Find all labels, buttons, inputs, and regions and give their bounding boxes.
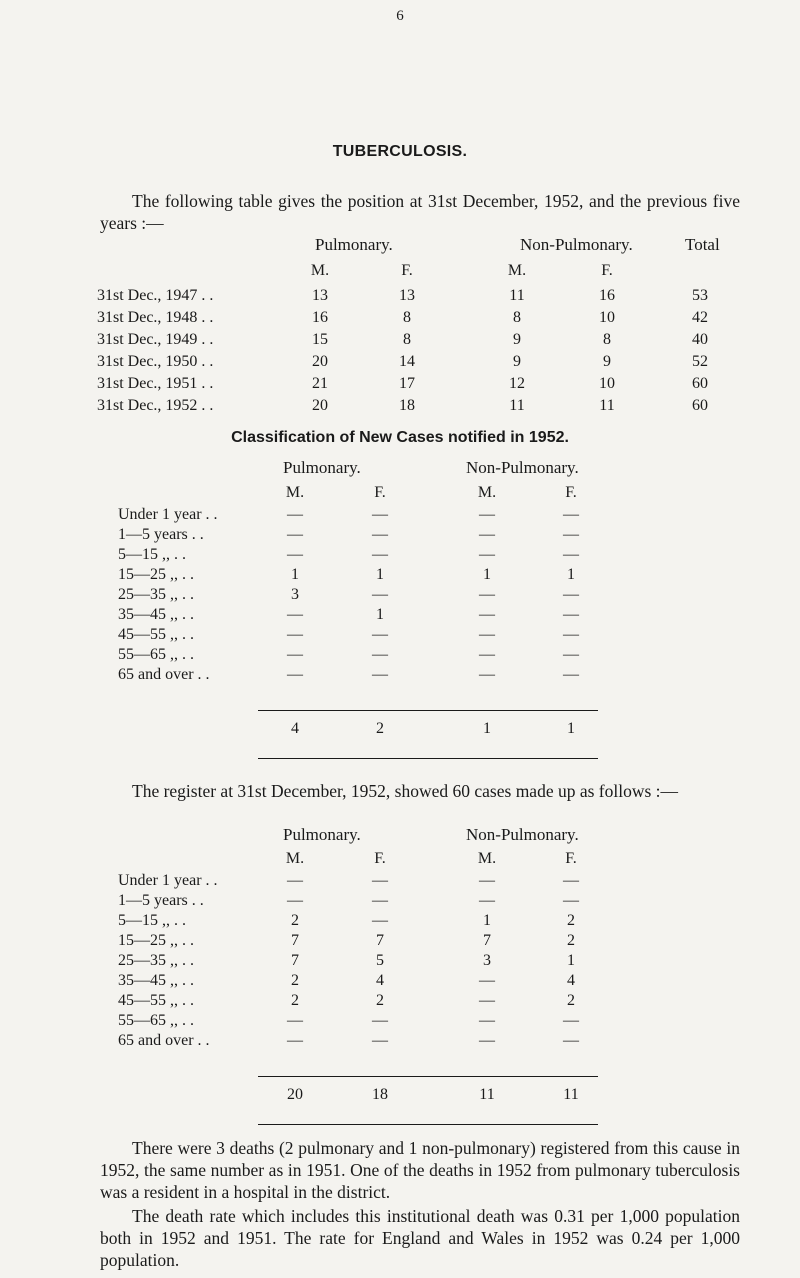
table3-cell-nf: 4 [567,972,575,989]
table3-cell-pm: 2 [291,912,299,929]
page-title: TUBERCULOSIS. [332,143,468,160]
table2-total-pf: 2 [376,720,384,737]
t1-cell-total: 40 [692,331,708,348]
table3-cell-nf: — [563,1032,579,1049]
table3-cell-pm: 7 [291,932,299,949]
t1-cell-pm: 13 [312,287,328,304]
table2-cell-nf: 1 [567,566,575,583]
t1-cell-nm: 9 [513,331,521,348]
t1-cell-nf: 10 [599,309,615,326]
table3-cell-pf: — [372,892,388,909]
t2-nm-header: M. [477,484,497,501]
table3-cell-nm: — [479,1012,495,1029]
t1-nf-header: F. [601,262,613,279]
table2-cell-pm: — [287,526,303,543]
table2-cell-pm: — [287,666,303,683]
table3-total-pf: 18 [372,1086,388,1103]
table2-cell-nm: — [479,546,495,563]
t1-row-label: 31st Dec., 1947 . . [97,287,214,304]
table2-cell-pf: — [372,546,388,563]
t1-cell-pm: 21 [312,375,328,392]
register-intro-paragraph: The register at 31st December, 1952, showed 60 cases made up as follows :— [132,781,679,801]
table2-row-label: 15—25 ,, . . [118,566,194,583]
table2-cell-nm: — [479,506,495,523]
t3-nf-header: F. [565,850,577,867]
table2-cell-nf: — [563,526,579,543]
t1-cell-total: 60 [692,375,708,392]
table3-cell-nf: 2 [567,992,575,1009]
table3-cell-pm: — [287,1012,303,1029]
table2-cell-nm: — [479,666,495,683]
table3-cell-nm: — [479,1032,495,1049]
table2-cell-pm: — [287,506,303,523]
table2-cell-nf: — [563,606,579,623]
table3-cell-nm: 7 [483,932,491,949]
table3-cell-pm: — [287,1032,303,1049]
t1-total-header: Total [685,235,720,254]
death-rate-paragraph: The death rate which includes this institutional death was 0.31 per 1,000 population both in 1952 and 1951. The rate for England and Wales in 1952 was 0.24 per 1,000 population. [100,1206,740,1270]
table2-cell-pf: — [372,506,388,523]
t1-cell-nm: 9 [513,353,521,370]
t1-cell-nf: 16 [599,287,615,304]
table3-row-label: 65 and over . . [118,1032,210,1049]
t1-cell-nf: 9 [603,353,611,370]
table3-row-label: 15—25 ,, . . [118,932,194,949]
table2-row-label: 55—65 ,, . . [118,646,194,663]
table3-cell-nm: — [479,872,495,889]
table2-cell-nm: — [479,646,495,663]
table3-cell-pm: 7 [291,952,299,969]
t1-cell-nm: 8 [513,309,521,326]
t2-rule-top [258,710,598,711]
table3-total-nf: 11 [563,1086,579,1103]
t1-cell-pf: 8 [403,331,411,348]
t3-non-pulmonary-header: Non-Pulmonary. [466,825,579,844]
table2-cell-pf: — [372,646,388,663]
t3-pulmonary-header: Pulmonary. [283,825,361,844]
table3-cell-nf: 2 [567,912,575,929]
t1-cell-nm: 11 [509,287,525,304]
t1-cell-nf: 10 [599,375,615,392]
t1-row-label: 31st Dec., 1950 . . [97,353,214,370]
table3-cell-nf: — [563,872,579,889]
t1-cell-pf: 14 [399,353,415,370]
t2-pulmonary-header: Pulmonary. [283,458,361,477]
table2-total-pm: 4 [291,720,299,737]
t1-non-pulmonary-header: Non-Pulmonary. [520,235,633,254]
table3-total-nm: 11 [479,1086,495,1103]
table3-cell-pf: 2 [376,992,384,1009]
t1-cell-nm: 11 [509,397,525,414]
table2-total-nf: 1 [567,720,575,737]
t1-row-label: 31st Dec., 1952 . . [97,397,214,414]
table2-cell-pf: 1 [376,606,384,623]
t1-cell-pf: 8 [403,309,411,326]
table3-cell-nm: 1 [483,912,491,929]
table3-cell-pm: 2 [291,992,299,1009]
deaths-paragraph: There were 3 deaths (2 pulmonary and 1 non-pulmonary) registered from this cause in 1952, the same number as in 1951. One of the deaths in 1952 from pulmonary tuberculosis was a resident in a hospital in the district. [100,1138,740,1202]
t3-pf-header: F. [374,850,386,867]
t1-cell-nm: 12 [509,375,525,392]
t1-cell-total: 42 [692,309,708,326]
t1-cell-nf: 8 [603,331,611,348]
table2-cell-nm: — [479,606,495,623]
t3-pm-header: M. [285,850,305,867]
table3-row-label: 5—15 ,, . . [118,912,186,929]
table2-row-label: 45—55 ,, . . [118,626,194,643]
table2-row-label: 1—5 years . . [118,526,204,543]
table2-cell-nm: — [479,586,495,603]
table2-cell-nm: — [479,626,495,643]
table2-cell-nm: — [479,526,495,543]
table2-cell-pm: 1 [291,566,299,583]
table3-cell-nm: — [479,972,495,989]
table2-cell-nf: — [563,626,579,643]
table2-cell-pm: — [287,646,303,663]
table2-cell-pf: — [372,586,388,603]
t1-row-label: 31st Dec., 1951 . . [97,375,214,392]
table2-cell-nf: — [563,506,579,523]
table3-cell-nm: 3 [483,952,491,969]
table3-cell-pm: 2 [291,972,299,989]
table3-cell-nm: — [479,892,495,909]
t1-pm-header: M. [310,262,330,279]
intro-paragraph: The following table gives the position at 31st December, 1952, and the previous five years :— [100,191,740,233]
table3-cell-pm: — [287,892,303,909]
t1-row-label: 31st Dec., 1948 . . [97,309,214,326]
table3-cell-nm: — [479,992,495,1009]
table2-cell-nf: — [563,646,579,663]
table3-cell-nf: — [563,1012,579,1029]
t1-cell-pm: 16 [312,309,328,326]
t3-rule-bottom [258,1124,598,1125]
table3-row-label: 35—45 ,, . . [118,972,194,989]
t1-cell-total: 53 [692,287,708,304]
table3-cell-pf: 4 [376,972,384,989]
table2-cell-pf: — [372,626,388,643]
table2-cell-pm: — [287,626,303,643]
table3-row-label: 1—5 years . . [118,892,204,909]
t2-nf-header: F. [565,484,577,501]
t2-rule-bottom [258,758,598,759]
table2-cell-pm: — [287,546,303,563]
t2-pf-header: F. [374,484,386,501]
table2-row-label: 65 and over . . [118,666,210,683]
table3-cell-pf: — [372,1032,388,1049]
table3-row-label: 45—55 ,, . . [118,992,194,1009]
table3-cell-nf: 2 [567,932,575,949]
t1-row-label: 31st Dec., 1949 . . [97,331,214,348]
classification-title: Classification of New Cases notified in 1952. [231,429,569,446]
table2-row-label: 5—15 ,, . . [118,546,186,563]
table2-total-nm: 1 [483,720,491,737]
table3-cell-pf: 5 [376,952,384,969]
page-number: 6 [396,8,404,24]
table3-cell-pf: — [372,1012,388,1029]
table2-row-label: 35—45 ,, . . [118,606,194,623]
t1-cell-pf: 13 [399,287,415,304]
table3-cell-nf: — [563,892,579,909]
table2-cell-nf: — [563,586,579,603]
table2-cell-nf: — [563,546,579,563]
table2-cell-nf: — [563,666,579,683]
table2-cell-pm: — [287,606,303,623]
table3-row-label: Under 1 year . . [118,872,218,889]
t1-pulmonary-header: Pulmonary. [315,235,393,254]
t1-cell-total: 60 [692,397,708,414]
t1-cell-pf: 18 [399,397,415,414]
t1-nm-header: M. [507,262,527,279]
table3-total-pm: 20 [287,1086,303,1103]
table2-cell-nm: 1 [483,566,491,583]
table2-cell-pf: 1 [376,566,384,583]
t3-rule-top [258,1076,598,1077]
t1-cell-pm: 20 [312,397,328,414]
table2-cell-pm: 3 [291,586,299,603]
t2-pm-header: M. [285,484,305,501]
table3-cell-pf: — [372,912,388,929]
table3-cell-pm: — [287,872,303,889]
t3-nm-header: M. [477,850,497,867]
table3-cell-pf: — [372,872,388,889]
table2-row-label: Under 1 year . . [118,506,218,523]
t2-non-pulmonary-header: Non-Pulmonary. [466,458,579,477]
t1-pf-header: F. [401,262,413,279]
table3-cell-nf: 1 [567,952,575,969]
t1-cell-total: 52 [692,353,708,370]
t1-cell-pm: 15 [312,331,328,348]
table3-row-label: 55—65 ,, . . [118,1012,194,1029]
table2-row-label: 25—35 ,, . . [118,586,194,603]
t1-cell-pf: 17 [399,375,415,392]
table2-cell-pf: — [372,526,388,543]
table3-cell-pf: 7 [376,932,384,949]
table3-row-label: 25—35 ,, . . [118,952,194,969]
t1-cell-nf: 11 [599,397,615,414]
t1-cell-pm: 20 [312,353,328,370]
table2-cell-pf: — [372,666,388,683]
